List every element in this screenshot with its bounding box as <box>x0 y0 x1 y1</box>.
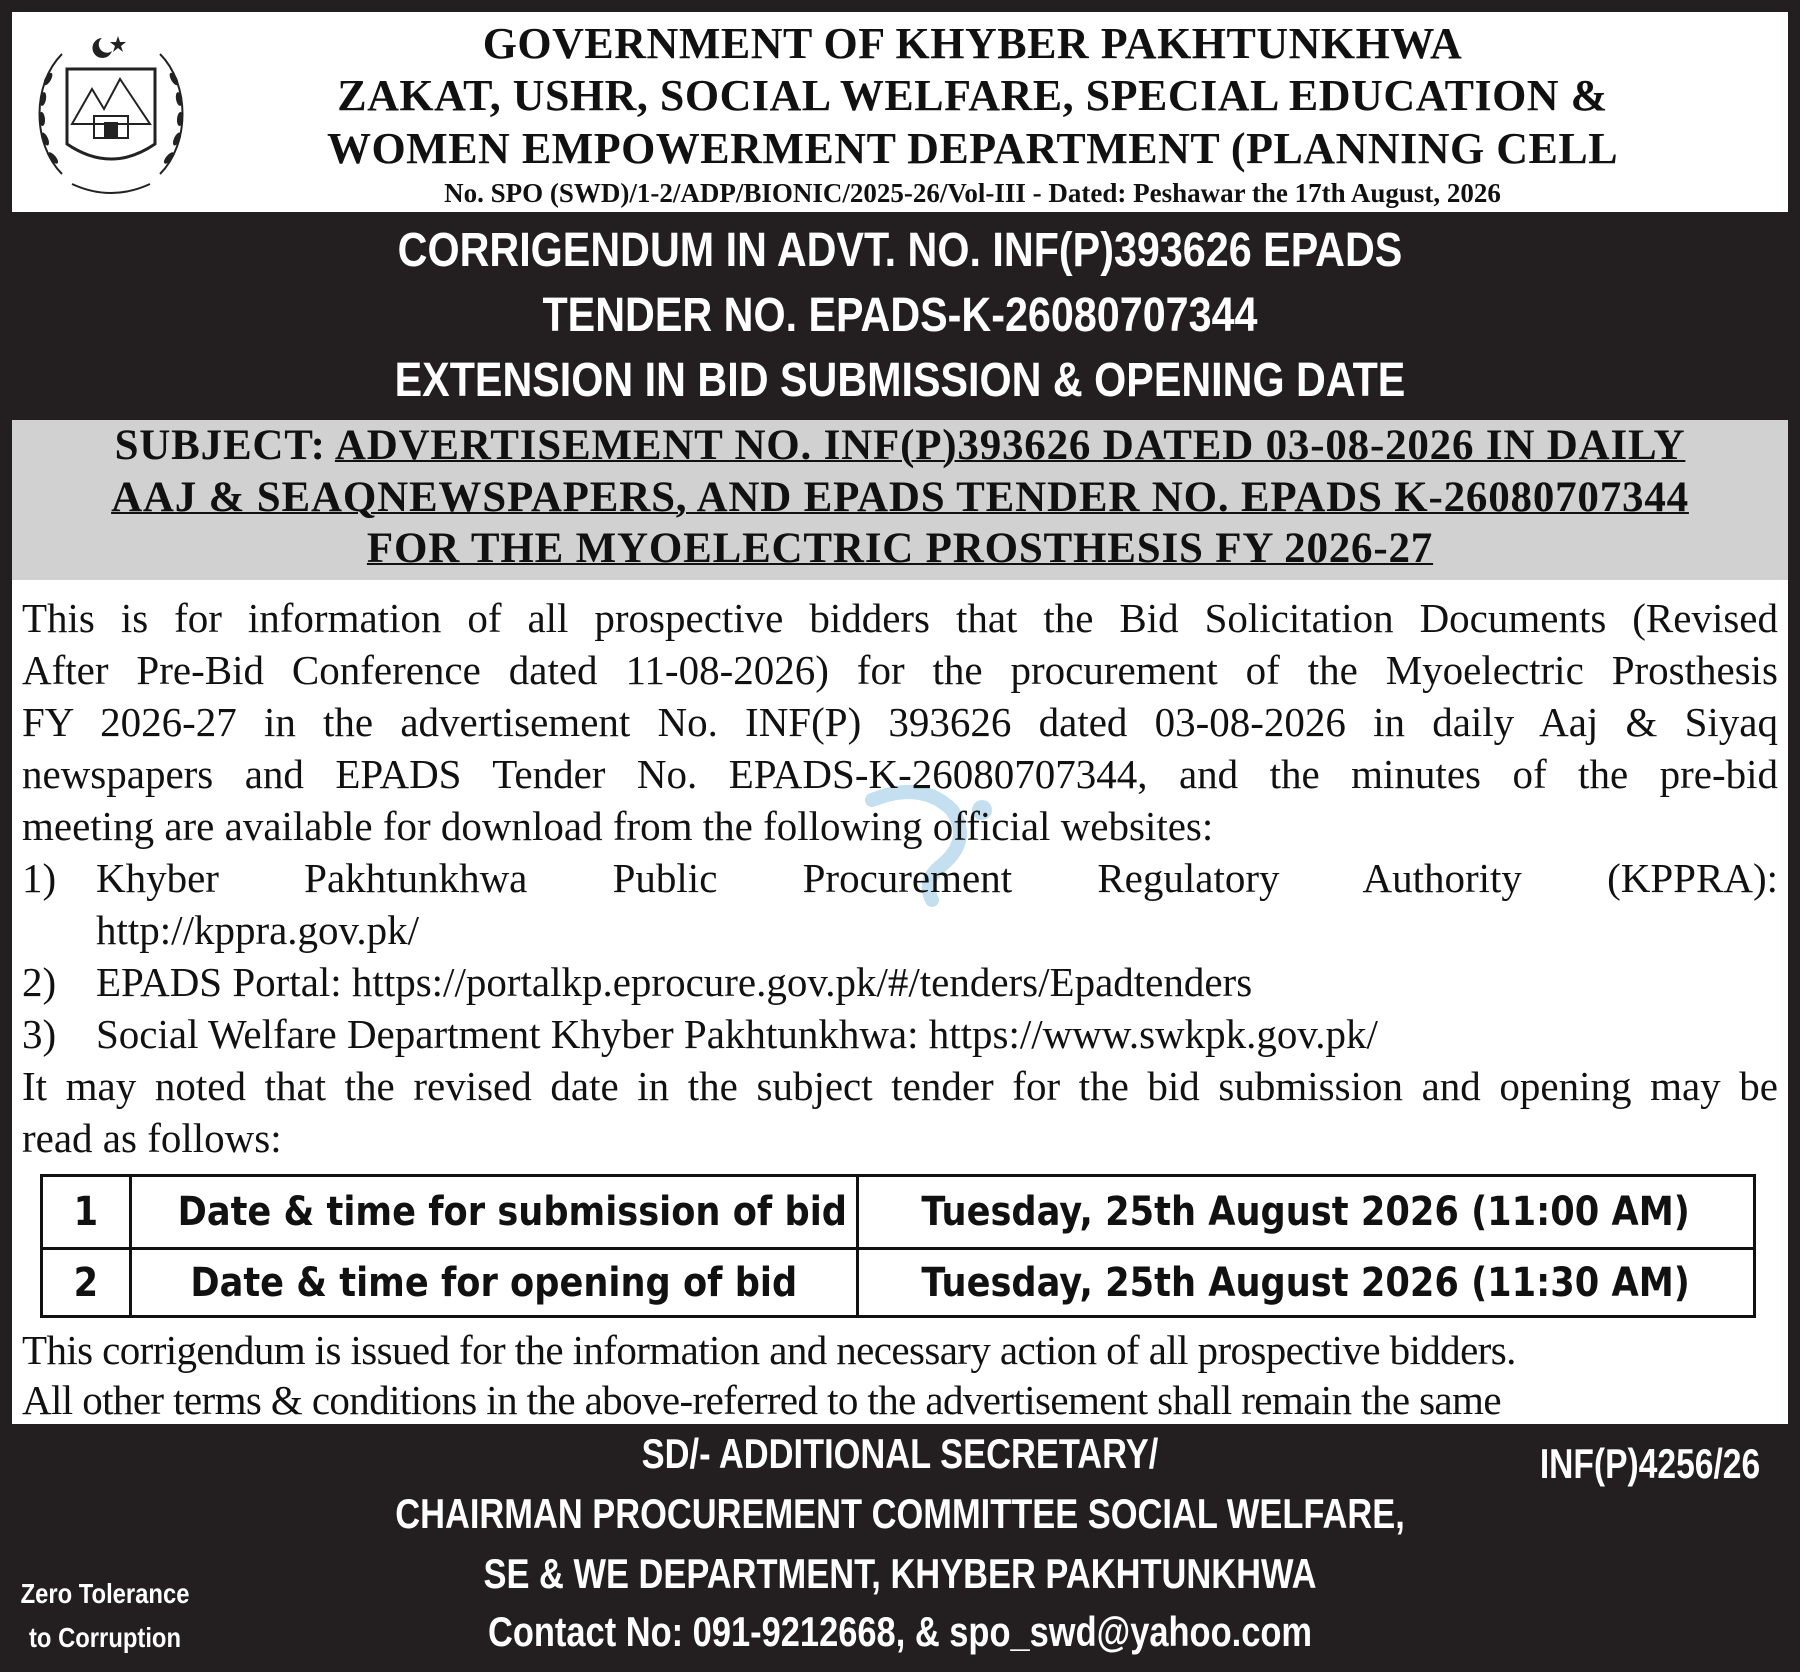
schedule-table <box>40 1174 1756 1318</box>
subject-line-3 <box>12 524 1788 573</box>
row-label: Date & time for submission of bid <box>132 1177 859 1247</box>
banner-line-3: EXTENSION IN BID SUBMISSION & OPENING DATE <box>394 354 1406 407</box>
intro-line-5: meeting are available for download from the following official websites: <box>22 803 1214 849</box>
row-number: 1 <box>43 1177 132 1247</box>
website-link[interactable]: Social Welfare Department Khyber Pakhtunkhwa: https://www.swkpk.gov.pk/ <box>96 1011 1378 1057</box>
website-name: Khyber Pakhtunkhwa Public Procurement Regulatory Authority (KPPRA): <box>96 855 1778 901</box>
signatory-line-3: SE & WE DEPARTMENT, KHYBER PAKHTUNKHWA <box>483 1550 1317 1597</box>
header <box>12 12 1788 212</box>
row-number: 2 <box>43 1248 132 1318</box>
intro-line-3: FY 2026-27 in the advertisement No. INF(P) 393626 dated 03-08-2026 in daily Aaj & Siyaq <box>22 699 1778 745</box>
closing-line-2: All other terms & conditions in the above-referred to the advertisement shall remain the same <box>22 1377 1501 1423</box>
subject-line-1 <box>12 421 1788 470</box>
kpk-government-emblem-icon <box>32 24 190 204</box>
reference-number: No. SPO (SWD)/1-2/ADP/BIONIC/2025-26/Vol-III - Dated: Peshawar the 17th August, 2026 <box>444 178 1501 208</box>
subject-line-2 <box>12 473 1788 522</box>
intro-line-4: newspapers and EPADS Tender No. EPADS-K-26080707344, and the minutes of the pre-bid <box>22 751 1778 797</box>
closing-line-1: This corrigendum is issued for the information and necessary action of all prospective bidders. <box>22 1327 1516 1373</box>
subject-text-3: FOR THE MYOELECTRIC PROSTHESIS FY 2026-27 <box>366 525 1434 572</box>
notice-body <box>12 580 1788 1424</box>
subject-box <box>12 420 1788 580</box>
banner-line-1: CORRIGENDUM IN ADVT. NO. INF(P)393626 EPADS <box>397 224 1403 277</box>
subject-text-2: AAJ & SEAQNEWSPAPERS, AND EPADS TENDER NO. EPADS K-26080707344 <box>111 474 1689 521</box>
website-number: 2) <box>22 959 57 1005</box>
website-link[interactable]: EPADS Portal: https://portalkp.eprocure.gov.pk/#/tenders/Epadtenders <box>96 959 1253 1005</box>
header-line-3: WOMEN EMPOWERMENT DEPARTMENT (PLANNING CELL <box>326 124 1619 173</box>
subject-label: SUBJECT: <box>114 422 335 469</box>
note-line-1: It may noted that the revised date in the subject tender for the bid submission and opening may be <box>22 1063 1778 1109</box>
website-number: 1) <box>22 855 57 901</box>
intro-line-1: This is for information of all prospective bidders that the Bid Solicitation Documents (Revised <box>22 595 1778 641</box>
slogan-line-1: Zero Tolerance <box>20 1578 190 1609</box>
header-line-2: ZAKAT, USHR, SOCIAL WELFARE, SPECIAL EDUCATION & <box>337 71 1608 120</box>
website-number: 3) <box>22 1011 57 1057</box>
banner-line-2: TENDER NO. EPADS-K-26080707344 <box>542 289 1258 342</box>
intro-line-2: After Pre-Bid Conference dated 11-08-2026) for the procurement of the Myoelectric Prosthesis <box>22 647 1778 693</box>
signatory-line-2: CHAIRMAN PROCUREMENT COMMITTEE SOCIAL WELFARE, <box>395 1490 1405 1537</box>
contact-line: Contact No: 091-9212668, & spo_swd@yahoo.com <box>487 1608 1313 1655</box>
row-value: Tuesday, 25th August 2026 (11:00 AM) <box>921 1189 1691 1235</box>
signatory-line-1: SD/- ADDITIONAL SECRETARY/ <box>641 1430 1159 1477</box>
subject-text-1: ADVERTISEMENT NO. INF(P)393626 DATED 03-08-2026 IN DAILY <box>334 422 1686 469</box>
note-line-2: read as follows: <box>22 1115 282 1161</box>
table-row <box>43 1177 1753 1250</box>
slogan-line-2: to Corruption <box>28 1622 182 1653</box>
inf-reference: INF(P)4256/26 <box>1539 1440 1761 1487</box>
row-value: Tuesday, 25th August 2026 (11:30 AM) <box>921 1260 1691 1306</box>
header-line-1: GOVERNMENT OF KHYBER PAKHTUNKHWA <box>482 19 1463 68</box>
table-row <box>43 1248 1753 1318</box>
website-link[interactable]: http://kppra.gov.pk/ <box>96 907 420 953</box>
row-label: Date & time for opening of bid <box>132 1248 859 1318</box>
